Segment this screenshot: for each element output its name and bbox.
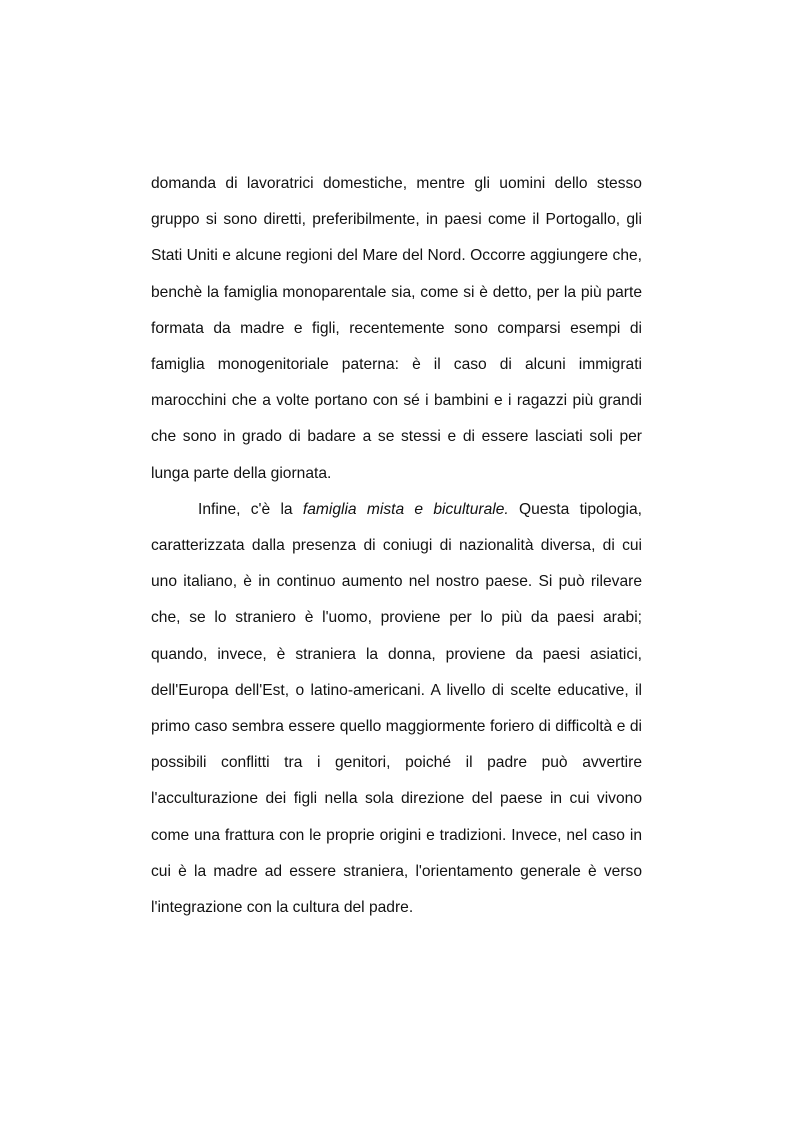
paragraph-2-emphasis: famiglia mista e biculturale.	[302, 500, 509, 518]
paragraph-2	[151, 492, 642, 926]
paragraph-2-rest: Questa tipologia, caratterizzata dalla presenza di coniugi di nazionalità diversa, di cui uno italiano, è in continuo aumento nel nostro paese. Si può rilevare che, se lo straniero è l'uomo, proviene per lo più da paesi arabi; quando, invece, è straniera la donna, proviene da paesi asiatici, dell'Europa dell'Est, o latino-americani. A livello di scelte educative, il primo caso sembra essere quello maggiormente foriero di difficoltà e di possibili conflitti tra i genitori, poiché il padre può avvertire l'acculturazione dei figli nella sola direzione del paese in cui vivono come una frattura con le proprie origini e tradizioni. Invece, nel caso in cui è la madre ad essere straniera, l'orientamento generale è verso l'integrazione con la cultura del padre.	[151, 500, 642, 917]
body-text	[151, 166, 642, 926]
paragraph-2-lead: Infine, c'è la	[198, 500, 303, 518]
paragraph-1: domanda di lavoratrici domestiche, mentre gli uomini dello stesso gruppo si sono diretti, preferibilmente, in paesi come il Portogallo, gli Stati Uniti e alcune regioni del Mare del Nord. Occorre aggiungere che, benchè la famiglia monoparentale sia, come si è detto, per la più parte formata da madre e figli, recentemente sono comparsi esempi di famiglia monogenitoriale paterna: è il caso di alcuni immigrati marocchini che a volte portano con sé i bambini e i ragazzi più grandi che sono in grado di badare a se stessi e di essere lasciati soli per lunga parte della giornata.	[151, 175, 642, 482]
